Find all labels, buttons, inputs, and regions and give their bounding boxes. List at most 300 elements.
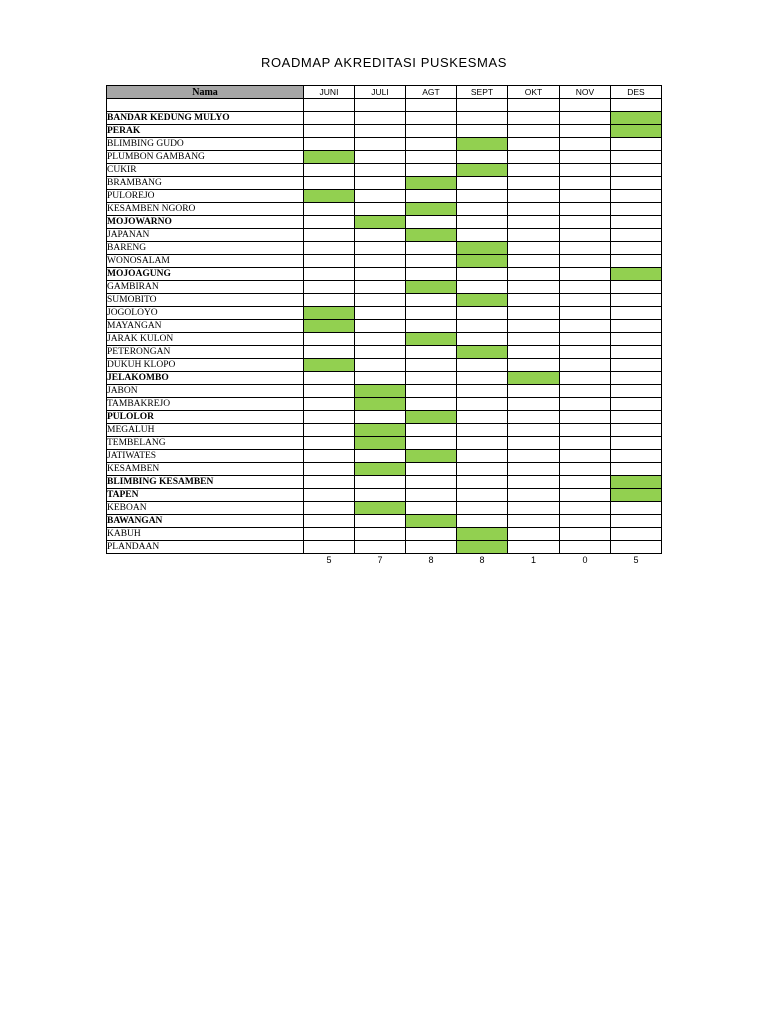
empty-cell xyxy=(406,476,457,489)
totals-label-cell xyxy=(107,554,304,567)
table-row xyxy=(107,476,662,489)
empty-cell xyxy=(611,177,662,190)
table-row xyxy=(107,411,662,424)
puskesmas-name: PETERONGAN xyxy=(107,346,304,359)
empty-cell xyxy=(355,528,406,541)
table-row xyxy=(107,268,662,281)
empty-cell xyxy=(508,307,560,320)
table-row xyxy=(107,489,662,502)
empty-cell xyxy=(457,333,508,346)
scheduled-cell xyxy=(304,320,355,333)
table-row xyxy=(107,359,662,372)
empty-cell xyxy=(508,203,560,216)
scheduled-cell xyxy=(457,242,508,255)
spacer-cell xyxy=(304,99,355,112)
scheduled-cell xyxy=(355,385,406,398)
empty-cell xyxy=(304,476,355,489)
empty-cell xyxy=(508,463,560,476)
scheduled-cell xyxy=(406,281,457,294)
page-title: ROADMAP AKREDITASI PUSKESMAS xyxy=(260,55,508,70)
empty-cell xyxy=(457,151,508,164)
empty-cell xyxy=(304,281,355,294)
empty-cell xyxy=(560,112,611,125)
scheduled-cell xyxy=(355,463,406,476)
table-row xyxy=(107,255,662,268)
empty-cell xyxy=(406,489,457,502)
empty-cell xyxy=(304,411,355,424)
empty-cell xyxy=(355,268,406,281)
empty-cell xyxy=(355,177,406,190)
table-row xyxy=(107,424,662,437)
empty-cell xyxy=(508,151,560,164)
empty-cell xyxy=(560,216,611,229)
empty-cell xyxy=(508,489,560,502)
empty-cell xyxy=(355,411,406,424)
empty-cell xyxy=(304,203,355,216)
empty-cell xyxy=(457,372,508,385)
empty-cell xyxy=(560,164,611,177)
month-header-juli: JULI xyxy=(355,86,406,99)
empty-cell xyxy=(457,463,508,476)
puskesmas-name: KESAMBEN xyxy=(107,463,304,476)
table-row xyxy=(107,450,662,463)
empty-cell xyxy=(457,489,508,502)
empty-cell xyxy=(611,502,662,515)
empty-cell xyxy=(457,203,508,216)
empty-cell xyxy=(508,281,560,294)
empty-cell xyxy=(355,255,406,268)
scheduled-cell xyxy=(457,541,508,554)
empty-cell xyxy=(355,541,406,554)
puskesmas-name: PERAK xyxy=(107,125,304,138)
empty-cell xyxy=(508,216,560,229)
table-row xyxy=(107,528,662,541)
empty-cell xyxy=(508,255,560,268)
empty-cell xyxy=(406,294,457,307)
empty-cell xyxy=(406,424,457,437)
puskesmas-name: PLANDAAN xyxy=(107,541,304,554)
total-sept: 8 xyxy=(479,555,485,565)
empty-cell xyxy=(611,424,662,437)
empty-cell xyxy=(457,515,508,528)
empty-cell xyxy=(406,255,457,268)
empty-cell xyxy=(457,450,508,463)
empty-cell xyxy=(560,476,611,489)
table-row xyxy=(107,463,662,476)
puskesmas-name: PULOREJO xyxy=(107,190,304,203)
empty-cell xyxy=(457,229,508,242)
empty-cell xyxy=(406,164,457,177)
puskesmas-name: JOGOLOYO xyxy=(107,307,304,320)
table-row xyxy=(107,229,662,242)
empty-cell xyxy=(355,359,406,372)
table-row xyxy=(107,385,662,398)
month-header-agt: AGT xyxy=(406,86,457,99)
empty-cell xyxy=(406,216,457,229)
empty-cell xyxy=(457,398,508,411)
empty-cell xyxy=(355,307,406,320)
table-row xyxy=(107,372,662,385)
table-row xyxy=(107,190,662,203)
empty-cell xyxy=(304,294,355,307)
puskesmas-name: BLIMBING GUDO xyxy=(107,138,304,151)
empty-cell xyxy=(406,346,457,359)
empty-cell xyxy=(508,333,560,346)
empty-cell xyxy=(560,190,611,203)
empty-cell xyxy=(457,190,508,203)
empty-cell xyxy=(304,125,355,138)
empty-cell xyxy=(560,346,611,359)
empty-cell xyxy=(508,359,560,372)
empty-cell xyxy=(304,515,355,528)
spacer-row xyxy=(107,99,662,112)
empty-cell xyxy=(406,385,457,398)
empty-cell xyxy=(304,164,355,177)
name-column-header: Nama xyxy=(107,86,304,99)
puskesmas-name: CUKIR xyxy=(107,164,304,177)
empty-cell xyxy=(304,242,355,255)
table-row xyxy=(107,242,662,255)
empty-cell xyxy=(355,125,406,138)
scheduled-cell xyxy=(406,229,457,242)
puskesmas-name: BANDAR KEDUNG MULYO xyxy=(107,112,304,125)
empty-cell xyxy=(611,229,662,242)
empty-cell xyxy=(355,203,406,216)
spacer-cell xyxy=(560,99,611,112)
empty-cell xyxy=(611,216,662,229)
scheduled-cell xyxy=(611,476,662,489)
spacer-cell xyxy=(355,99,406,112)
scheduled-cell xyxy=(457,528,508,541)
empty-cell xyxy=(508,164,560,177)
empty-cell xyxy=(304,333,355,346)
empty-cell xyxy=(304,502,355,515)
total-agt: 8 xyxy=(428,555,434,565)
scheduled-cell xyxy=(611,268,662,281)
spacer-cell xyxy=(508,99,560,112)
empty-cell xyxy=(304,372,355,385)
empty-cell xyxy=(304,450,355,463)
spacer-cell xyxy=(457,99,508,112)
empty-cell xyxy=(560,515,611,528)
table-row xyxy=(107,177,662,190)
puskesmas-name: JABON xyxy=(107,385,304,398)
empty-cell xyxy=(508,515,560,528)
empty-cell xyxy=(355,489,406,502)
empty-cell xyxy=(406,437,457,450)
puskesmas-name: KESAMBEN NGORO xyxy=(107,203,304,216)
table-row xyxy=(107,125,662,138)
table-row xyxy=(107,541,662,554)
empty-cell xyxy=(508,476,560,489)
empty-cell xyxy=(406,138,457,151)
empty-cell xyxy=(457,281,508,294)
empty-cell xyxy=(304,346,355,359)
puskesmas-name: KABUH xyxy=(107,528,304,541)
scheduled-cell xyxy=(406,203,457,216)
puskesmas-name: TEMBELANG xyxy=(107,437,304,450)
table-row xyxy=(107,515,662,528)
empty-cell xyxy=(560,424,611,437)
empty-cell xyxy=(508,268,560,281)
puskesmas-name: BLIMBING KESAMBEN xyxy=(107,476,304,489)
empty-cell xyxy=(611,151,662,164)
empty-cell xyxy=(304,489,355,502)
table-body xyxy=(107,99,662,554)
puskesmas-name: MAYANGAN xyxy=(107,320,304,333)
empty-cell xyxy=(406,112,457,125)
table-row xyxy=(107,138,662,151)
empty-cell xyxy=(304,112,355,125)
empty-cell xyxy=(457,411,508,424)
totals-row xyxy=(107,554,662,567)
empty-cell xyxy=(560,255,611,268)
empty-cell xyxy=(560,333,611,346)
table-row xyxy=(107,151,662,164)
scheduled-cell xyxy=(355,216,406,229)
puskesmas-name: KEBOAN xyxy=(107,502,304,515)
puskesmas-name: MEGALUH xyxy=(107,424,304,437)
empty-cell xyxy=(406,320,457,333)
table-row xyxy=(107,320,662,333)
empty-cell xyxy=(355,281,406,294)
header-row xyxy=(107,86,662,99)
scheduled-cell xyxy=(304,190,355,203)
empty-cell xyxy=(457,502,508,515)
empty-cell xyxy=(406,372,457,385)
empty-cell xyxy=(406,190,457,203)
scheduled-cell xyxy=(355,398,406,411)
empty-cell xyxy=(508,385,560,398)
empty-cell xyxy=(355,294,406,307)
empty-cell xyxy=(508,398,560,411)
empty-cell xyxy=(560,541,611,554)
table-row xyxy=(107,307,662,320)
scheduled-cell xyxy=(406,450,457,463)
table-row xyxy=(107,164,662,177)
scheduled-cell xyxy=(304,307,355,320)
empty-cell xyxy=(355,229,406,242)
empty-cell xyxy=(355,333,406,346)
puskesmas-name: PULOLOR xyxy=(107,411,304,424)
table-row xyxy=(107,437,662,450)
empty-cell xyxy=(508,138,560,151)
empty-cell xyxy=(406,528,457,541)
empty-cell xyxy=(508,450,560,463)
scheduled-cell xyxy=(355,437,406,450)
empty-cell xyxy=(355,151,406,164)
empty-cell xyxy=(508,437,560,450)
total-des: 5 xyxy=(633,555,639,565)
scheduled-cell xyxy=(611,125,662,138)
empty-cell xyxy=(508,528,560,541)
empty-cell xyxy=(355,372,406,385)
empty-cell xyxy=(355,164,406,177)
spacer-cell xyxy=(406,99,457,112)
empty-cell xyxy=(406,125,457,138)
puskesmas-name: TAMBAKREJO xyxy=(107,398,304,411)
empty-cell xyxy=(457,125,508,138)
empty-cell xyxy=(560,528,611,541)
empty-cell xyxy=(406,398,457,411)
empty-cell xyxy=(560,359,611,372)
empty-cell xyxy=(560,385,611,398)
empty-cell xyxy=(304,177,355,190)
table-row xyxy=(107,398,662,411)
puskesmas-name: MOJOAGUNG xyxy=(107,268,304,281)
roadmap-table xyxy=(106,85,662,566)
scheduled-cell xyxy=(355,424,406,437)
table-row xyxy=(107,333,662,346)
spacer-cell xyxy=(107,99,304,112)
empty-cell xyxy=(508,320,560,333)
empty-cell xyxy=(560,242,611,255)
empty-cell xyxy=(560,294,611,307)
scheduled-cell xyxy=(355,502,406,515)
empty-cell xyxy=(355,112,406,125)
empty-cell xyxy=(560,307,611,320)
empty-cell xyxy=(508,242,560,255)
empty-cell xyxy=(560,177,611,190)
empty-cell xyxy=(611,255,662,268)
empty-cell xyxy=(406,541,457,554)
empty-cell xyxy=(508,177,560,190)
empty-cell xyxy=(457,320,508,333)
scheduled-cell xyxy=(457,346,508,359)
table-row xyxy=(107,346,662,359)
puskesmas-name: JAPANAN xyxy=(107,229,304,242)
empty-cell xyxy=(406,307,457,320)
puskesmas-name: JELAKOMBO xyxy=(107,372,304,385)
empty-cell xyxy=(611,333,662,346)
scheduled-cell xyxy=(611,112,662,125)
empty-cell xyxy=(304,541,355,554)
empty-cell xyxy=(457,359,508,372)
empty-cell xyxy=(611,203,662,216)
month-header-okt: OKT xyxy=(508,86,560,99)
empty-cell xyxy=(611,190,662,203)
empty-cell xyxy=(611,138,662,151)
empty-cell xyxy=(304,437,355,450)
total-okt: 1 xyxy=(530,555,536,565)
scheduled-cell xyxy=(406,333,457,346)
empty-cell xyxy=(304,229,355,242)
empty-cell xyxy=(457,476,508,489)
empty-cell xyxy=(611,242,662,255)
empty-cell xyxy=(560,281,611,294)
scheduled-cell xyxy=(611,489,662,502)
empty-cell xyxy=(355,190,406,203)
empty-cell xyxy=(508,294,560,307)
scheduled-cell xyxy=(457,138,508,151)
spacer-cell xyxy=(611,99,662,112)
empty-cell xyxy=(560,372,611,385)
table-row xyxy=(107,294,662,307)
scheduled-cell xyxy=(457,255,508,268)
table-row xyxy=(107,502,662,515)
empty-cell xyxy=(304,255,355,268)
empty-cell xyxy=(611,515,662,528)
empty-cell xyxy=(304,463,355,476)
empty-cell xyxy=(611,359,662,372)
puskesmas-name: SUMOBITO xyxy=(107,294,304,307)
puskesmas-name: JARAK KULON xyxy=(107,333,304,346)
empty-cell xyxy=(406,151,457,164)
total-juni: 5 xyxy=(326,555,332,565)
table-row xyxy=(107,112,662,125)
empty-cell xyxy=(560,229,611,242)
empty-cell xyxy=(304,216,355,229)
total-juli: 7 xyxy=(377,555,383,565)
empty-cell xyxy=(304,528,355,541)
empty-cell xyxy=(611,320,662,333)
empty-cell xyxy=(611,541,662,554)
puskesmas-name: BRAMBANG xyxy=(107,177,304,190)
empty-cell xyxy=(611,528,662,541)
empty-cell xyxy=(508,502,560,515)
table-row xyxy=(107,281,662,294)
empty-cell xyxy=(611,450,662,463)
scheduled-cell xyxy=(508,372,560,385)
empty-cell xyxy=(406,359,457,372)
empty-cell xyxy=(508,229,560,242)
puskesmas-name: GAMBIRAN xyxy=(107,281,304,294)
empty-cell xyxy=(406,268,457,281)
empty-cell xyxy=(508,190,560,203)
empty-cell xyxy=(611,463,662,476)
scheduled-cell xyxy=(457,294,508,307)
empty-cell xyxy=(457,216,508,229)
empty-cell xyxy=(560,411,611,424)
empty-cell xyxy=(611,372,662,385)
empty-cell xyxy=(560,450,611,463)
empty-cell xyxy=(355,515,406,528)
empty-cell xyxy=(508,424,560,437)
empty-cell xyxy=(611,437,662,450)
puskesmas-name: JATIWATES xyxy=(107,450,304,463)
empty-cell xyxy=(508,346,560,359)
scheduled-cell xyxy=(304,359,355,372)
empty-cell xyxy=(304,138,355,151)
empty-cell xyxy=(560,203,611,216)
month-header-juni: JUNI xyxy=(304,86,355,99)
table-row xyxy=(107,203,662,216)
empty-cell xyxy=(611,398,662,411)
month-header-nov: NOV xyxy=(560,86,611,99)
puskesmas-name: BAWANGAN xyxy=(107,515,304,528)
puskesmas-name: WONOSALAM xyxy=(107,255,304,268)
empty-cell xyxy=(457,307,508,320)
empty-cell xyxy=(304,424,355,437)
scheduled-cell xyxy=(406,177,457,190)
empty-cell xyxy=(304,385,355,398)
empty-cell xyxy=(611,346,662,359)
empty-cell xyxy=(611,294,662,307)
empty-cell xyxy=(355,320,406,333)
empty-cell xyxy=(560,437,611,450)
empty-cell xyxy=(560,489,611,502)
empty-cell xyxy=(508,112,560,125)
empty-cell xyxy=(457,177,508,190)
empty-cell xyxy=(560,398,611,411)
total-nov: 0 xyxy=(582,555,588,565)
empty-cell xyxy=(560,320,611,333)
empty-cell xyxy=(457,385,508,398)
empty-cell xyxy=(304,398,355,411)
puskesmas-name: PLUMBON GAMBANG xyxy=(107,151,304,164)
empty-cell xyxy=(508,541,560,554)
empty-cell xyxy=(406,463,457,476)
